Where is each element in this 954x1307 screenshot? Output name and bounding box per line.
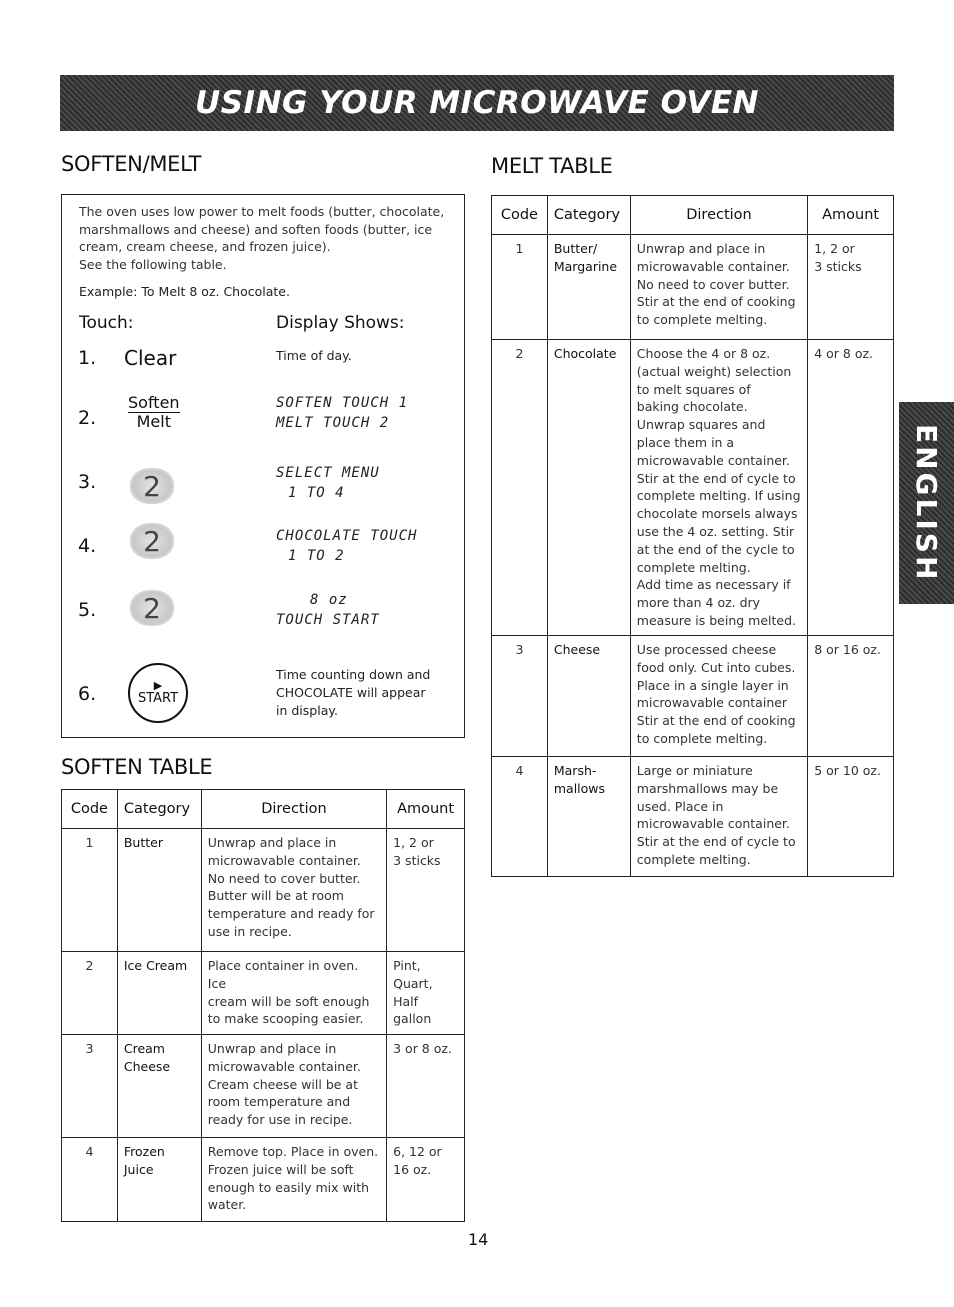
direction-line: to complete melting. bbox=[636, 730, 768, 746]
table-row bbox=[492, 636, 894, 757]
lcd-display bbox=[276, 590, 380, 630]
amount-line: 1, 2 or bbox=[814, 241, 855, 256]
direction-line: to complete melting. bbox=[636, 312, 768, 328]
start-label: START bbox=[137, 691, 179, 706]
header-code: Code bbox=[492, 196, 548, 235]
amount-line: 1, 2 or bbox=[393, 835, 434, 850]
amount-cell bbox=[387, 1138, 465, 1222]
header-category: Category bbox=[117, 790, 201, 829]
category-line: Cheese bbox=[553, 642, 601, 657]
direction-line: more than 4 oz. dry bbox=[636, 595, 761, 611]
direction-line: (actual weight) selection bbox=[636, 363, 792, 379]
step-number: 5. bbox=[78, 599, 97, 621]
direction-line: microwavable container bbox=[636, 695, 788, 711]
code-cell: 2 bbox=[62, 952, 118, 1035]
number-2-key[interactable]: 2 bbox=[130, 468, 174, 504]
clear-key[interactable]: Clear bbox=[124, 346, 177, 370]
soften-table-title: SOFTEN TABLE bbox=[61, 755, 213, 779]
direction-line: Choose the 4 or 8 oz. bbox=[636, 346, 771, 361]
category-line: Cheese bbox=[123, 1058, 171, 1074]
direction-cell bbox=[201, 1138, 386, 1222]
direction-line: Remove top. Place in oven. bbox=[207, 1144, 379, 1159]
direction-line: Stir at the end of cycle to bbox=[636, 834, 796, 850]
direction-line: No need to cover butter. bbox=[207, 870, 361, 886]
number-2-key[interactable]: 2 bbox=[130, 523, 174, 559]
category-cell bbox=[547, 757, 630, 877]
amount-line: Half bbox=[393, 993, 419, 1009]
table-header-row bbox=[62, 790, 465, 829]
step-number: 1. bbox=[78, 347, 97, 369]
display-text: Time of day. bbox=[276, 348, 352, 363]
step-number: 4. bbox=[78, 535, 97, 557]
header-code: Code bbox=[62, 790, 118, 829]
direction-line: microwavable container. bbox=[636, 258, 790, 274]
direction-cell bbox=[630, 636, 807, 757]
lcd-display bbox=[276, 463, 380, 503]
code-cell: 2 bbox=[492, 340, 548, 636]
soften-melt-key[interactable] bbox=[128, 394, 180, 431]
table-row bbox=[62, 952, 465, 1035]
lcd-line: 1 TO 2 bbox=[288, 548, 345, 564]
direction-line: Stir at the end of cooking bbox=[636, 713, 796, 729]
header-amount: Amount bbox=[808, 196, 894, 235]
soften-key-label: Soften bbox=[128, 393, 180, 412]
amount-line: gallon bbox=[393, 1011, 432, 1027]
direction-line: microwavable container. bbox=[207, 1058, 361, 1074]
table-row bbox=[492, 340, 894, 636]
step-number: 2. bbox=[78, 407, 97, 429]
direction-line: at the end of the cycle to bbox=[636, 541, 795, 557]
direction-cell bbox=[630, 235, 807, 340]
direction-line: complete melting. If using bbox=[636, 488, 801, 504]
direction-line: temperature and ready for bbox=[207, 906, 375, 922]
intro-text bbox=[79, 203, 451, 273]
category-line: Frozen bbox=[123, 1144, 165, 1159]
direction-line: Unwrap and place in bbox=[207, 835, 337, 850]
category-line: mallows bbox=[553, 780, 606, 796]
code-cell: 4 bbox=[62, 1138, 118, 1222]
direction-cell bbox=[630, 340, 807, 636]
direction-line: used. Place in bbox=[636, 798, 724, 814]
direction-line: food only. Cut into cubes. bbox=[636, 659, 796, 675]
category-cell bbox=[547, 235, 630, 340]
display-text bbox=[276, 666, 430, 720]
table-row bbox=[62, 829, 465, 952]
direction-line: use in recipe. bbox=[207, 923, 292, 939]
category-cell bbox=[117, 952, 201, 1035]
category-cell bbox=[117, 1138, 201, 1222]
direction-cell bbox=[201, 829, 386, 952]
direction-line: complete melting. bbox=[636, 559, 751, 575]
melt-key-label: Melt bbox=[136, 412, 171, 431]
direction-line: Place in a single layer in bbox=[636, 677, 789, 693]
amount-cell bbox=[387, 1035, 465, 1138]
amount-line: 4 or 8 oz. bbox=[814, 346, 873, 361]
page-banner bbox=[60, 75, 894, 131]
amount-cell bbox=[808, 757, 894, 877]
direction-line: Butter will be at room bbox=[207, 888, 344, 904]
lcd-line: 1 TO 4 bbox=[288, 485, 345, 501]
category-cell bbox=[117, 829, 201, 952]
code-cell: 4 bbox=[492, 757, 548, 877]
amount-line: 8 or 16 oz. bbox=[814, 642, 881, 657]
intro-line: The oven uses low power to melt foods (butter, chocolate, bbox=[79, 204, 445, 219]
amount-line: 3 sticks bbox=[814, 258, 862, 274]
language-tab bbox=[899, 402, 954, 604]
direction-line: No need to cover butter. bbox=[636, 276, 790, 292]
page-number: 14 bbox=[468, 1230, 489, 1249]
banner-title: USING YOUR MICROWAVE OVEN bbox=[195, 85, 759, 121]
direction-line: Stir at the end of cooking bbox=[636, 294, 796, 310]
header-direction: Direction bbox=[201, 790, 386, 829]
direction-line: to make scooping easier. bbox=[207, 1011, 364, 1027]
direction-line: microwavable container. bbox=[636, 816, 790, 832]
intro-line: See the following table. bbox=[79, 256, 227, 272]
code-cell: 1 bbox=[62, 829, 118, 952]
category-line: Butter/ bbox=[553, 241, 598, 256]
direction-line: Large or miniature bbox=[636, 763, 753, 778]
table-header-row bbox=[492, 196, 894, 235]
lcd-line: TOUCH START bbox=[276, 612, 380, 628]
direction-line: complete melting. bbox=[636, 851, 751, 867]
table-row bbox=[492, 235, 894, 340]
display-line: in display. bbox=[276, 703, 338, 718]
amount-line: 6, 12 or bbox=[393, 1144, 442, 1159]
category-cell bbox=[117, 1035, 201, 1138]
direction-line: enough to easily mix with bbox=[207, 1179, 370, 1195]
direction-cell bbox=[201, 952, 386, 1035]
direction-cell bbox=[630, 757, 807, 877]
display-header: Display Shows: bbox=[276, 313, 405, 333]
display-line: CHOCOLATE will appear bbox=[276, 685, 426, 700]
example-text: Example: To Melt 8 oz. Chocolate. bbox=[79, 284, 290, 299]
header-amount: Amount bbox=[387, 790, 465, 829]
direction-line: Add time as necessary if bbox=[636, 577, 791, 593]
category-cell bbox=[547, 340, 630, 636]
soften-melt-title: SOFTEN/MELT bbox=[61, 152, 202, 176]
amount-line: 3 or 8 oz. bbox=[393, 1041, 452, 1056]
direction-line: chocolate morsels always bbox=[636, 506, 798, 522]
category-line: Chocolate bbox=[553, 346, 617, 361]
direction-line: Unwrap and place in bbox=[207, 1041, 337, 1056]
code-cell: 1 bbox=[492, 235, 548, 340]
direction-line: Unwrap and place in bbox=[636, 241, 766, 256]
category-cell bbox=[547, 636, 630, 757]
category-line: Butter bbox=[123, 835, 163, 850]
direction-line: marshmallows may be bbox=[636, 780, 779, 796]
melt-table bbox=[491, 195, 894, 877]
category-line: Margarine bbox=[553, 258, 618, 274]
intro-line: marshmallows and cheese) and soften foods (butter, ice bbox=[79, 221, 433, 237]
direction-cell bbox=[201, 1035, 386, 1138]
direction-line: Frozen juice will be soft bbox=[207, 1161, 354, 1177]
amount-cell bbox=[808, 636, 894, 757]
amount-line: Pint, bbox=[393, 958, 421, 973]
direction-line: to melt squares of bbox=[636, 381, 751, 397]
soften-table bbox=[61, 789, 465, 1222]
direction-line: room temperature and bbox=[207, 1094, 351, 1110]
amount-line: 3 sticks bbox=[393, 852, 441, 868]
category-line: Marsh- bbox=[553, 763, 597, 778]
lcd-line: MELT TOUCH 2 bbox=[276, 415, 390, 431]
table-row bbox=[62, 1035, 465, 1138]
direction-line: baking chocolate. bbox=[636, 399, 748, 415]
direction-line: Place container in oven. Ice bbox=[207, 958, 359, 991]
direction-line: measure is being melted. bbox=[636, 612, 797, 628]
amount-cell bbox=[387, 829, 465, 952]
category-line: Juice bbox=[123, 1161, 154, 1177]
amount-line: 5 or 10 oz. bbox=[814, 763, 881, 778]
direction-line: Cream cheese will be at bbox=[207, 1076, 358, 1092]
direction-line: water. bbox=[207, 1197, 247, 1213]
amount-cell bbox=[808, 235, 894, 340]
direction-line: place them in a bbox=[636, 434, 735, 450]
melt-table-title: MELT TABLE bbox=[491, 154, 613, 178]
amount-cell bbox=[808, 340, 894, 636]
category-line: Cream bbox=[123, 1041, 165, 1056]
amount-line: 16 oz. bbox=[393, 1161, 432, 1177]
number-2-key[interactable]: 2 bbox=[130, 590, 174, 626]
lcd-line: SELECT MENU bbox=[276, 465, 380, 481]
direction-line: ready for use in recipe. bbox=[207, 1112, 353, 1128]
direction-line: use the 4 oz. setting. Stir bbox=[636, 523, 795, 539]
step-number: 6. bbox=[78, 683, 97, 705]
direction-line: microwavable container. bbox=[207, 852, 361, 868]
lcd-line: SOFTEN TOUCH 1 bbox=[276, 395, 409, 411]
direction-line: Unwrap squares and bbox=[636, 417, 766, 433]
direction-line: microwavable container. bbox=[636, 452, 790, 468]
start-button[interactable] bbox=[128, 663, 188, 723]
lcd-line: 8 oz bbox=[310, 592, 348, 608]
direction-line: Stir at the end of cycle to bbox=[636, 470, 796, 486]
lcd-display bbox=[276, 526, 417, 566]
display-line: Time counting down and bbox=[276, 667, 431, 682]
step-number: 3. bbox=[78, 471, 97, 493]
soften-melt-instructions bbox=[61, 194, 465, 738]
header-category: Category bbox=[547, 196, 630, 235]
code-cell: 3 bbox=[492, 636, 548, 757]
touch-header: Touch: bbox=[79, 313, 134, 333]
code-cell: 3 bbox=[62, 1035, 118, 1138]
play-icon: ▶ bbox=[153, 679, 163, 692]
lcd-display bbox=[276, 393, 408, 433]
language-tab-label: ENGLISH bbox=[910, 423, 943, 583]
table-row bbox=[62, 1138, 465, 1222]
direction-line: Use processed cheese bbox=[636, 642, 777, 657]
intro-line: cream, cream cheese, and frozen juice). bbox=[79, 239, 331, 254]
amount-cell bbox=[387, 952, 465, 1035]
table-row bbox=[492, 757, 894, 877]
amount-line: Quart, bbox=[393, 975, 433, 991]
lcd-line: CHOCOLATE TOUCH bbox=[276, 528, 418, 544]
direction-line: cream will be soft enough bbox=[207, 993, 370, 1009]
header-direction: Direction bbox=[630, 196, 807, 235]
category-line: Ice Cream bbox=[123, 958, 188, 973]
